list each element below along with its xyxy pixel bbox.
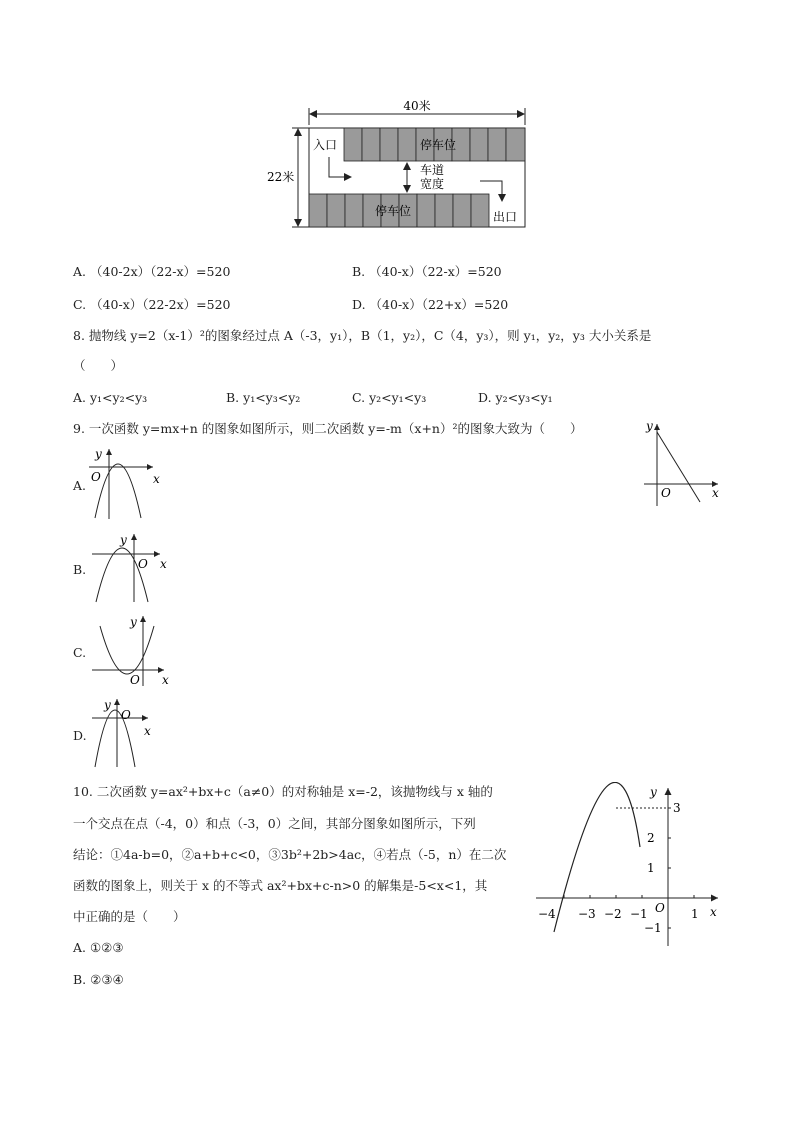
svg-text:O: O <box>130 673 140 687</box>
svg-text:3: 3 <box>673 801 681 815</box>
q8-option-b[interactable]: B. y₁<y₃<y₂ <box>226 390 301 405</box>
parking-lot-figure <box>255 95 545 235</box>
q10-line-5: 中正确的是（ ） <box>73 909 186 924</box>
lane-label-1: 车道 <box>420 163 445 177</box>
svg-text:x: x <box>160 557 167 571</box>
q8-stem: 8. 抛物线 y=2（x-1）²的图象经过点 A（-3，y₁），B（1，y₂），C（4，y₃），则 y₁，y₂，y₃ 大小关系是 <box>73 328 652 343</box>
svg-text:2: 2 <box>647 831 655 845</box>
q8-blank: （ ） <box>73 358 124 373</box>
q10-option-a[interactable]: A. ①②③ <box>73 940 124 955</box>
q10-origin-label: O <box>655 901 665 915</box>
q8-option-d[interactable]: D. y₂<y₃<y₁ <box>478 390 553 405</box>
width-label: 40米 <box>403 99 431 113</box>
q9-option-a-letter[interactable]: A. <box>73 478 87 493</box>
q8-option-c[interactable]: C. y₂<y₁<y₃ <box>352 390 427 405</box>
q9-option-a-graph[interactable] <box>85 445 165 520</box>
q10-y-axis-label: y <box>650 785 657 799</box>
svg-text:−2: −2 <box>604 907 622 921</box>
svg-text:O: O <box>121 708 131 722</box>
svg-text:−3: −3 <box>578 907 596 921</box>
entrance-label: 入口 <box>313 138 338 152</box>
q9-option-d-graph[interactable] <box>88 697 168 769</box>
q9-option-c-graph[interactable] <box>88 612 178 690</box>
svg-text:1: 1 <box>691 907 699 921</box>
q9-option-b-graph[interactable] <box>88 530 173 605</box>
q9-linear-x-label: x <box>712 486 719 500</box>
q9-linear-y-label: y <box>646 419 653 433</box>
lane-label-2: 宽度 <box>420 177 445 191</box>
svg-text:−1: −1 <box>644 921 662 935</box>
bottom-parking-label: 停车位 <box>374 204 412 218</box>
svg-text:y: y <box>104 698 111 712</box>
svg-text:−4: −4 <box>538 907 556 921</box>
svg-text:y: y <box>95 447 102 461</box>
q10-line-4: 函数的图象上，则关于 x 的不等式 ax²+bx+c-n>0 的解集是-5<x<1，其 <box>73 878 488 893</box>
q9-option-d-letter[interactable]: D. <box>73 728 87 743</box>
height-label: 22米 <box>267 170 295 184</box>
svg-text:y: y <box>130 615 137 629</box>
svg-text:−1: −1 <box>630 907 648 921</box>
top-parking-label: 停车位 <box>419 138 457 152</box>
q10-line-3: 结论：①4a-b=0，②a+b+c<0，③3b²+2b>4ac，④若点（-5，n）在二次 <box>73 847 507 862</box>
q9-linear-origin: O <box>661 486 671 500</box>
q10-line-2: 一个交点在点（-4，0）和点（-3，0）之间，其部分图象如图所示，下列 <box>73 816 476 831</box>
svg-text:O: O <box>91 470 101 484</box>
q8-option-a[interactable]: A. y₁<y₂<y₃ <box>73 390 148 405</box>
exit-label: 出口 <box>493 210 518 224</box>
q10-line-1: 10. 二次函数 y=ax²+bx+c（a≠0）的对称轴是 x=-2，该抛物线与 x 轴的 <box>73 784 493 799</box>
q10-option-b[interactable]: B. ②③④ <box>73 972 124 987</box>
q9-stem: 9. 一次函数 y=mx+n 的图象如图所示，则二次函数 y=-m（x+n）²的图象大致为（ ） <box>73 421 583 436</box>
q9-linear-graph <box>640 418 725 508</box>
svg-text:x: x <box>153 472 160 486</box>
svg-text:O: O <box>138 557 148 571</box>
q7-option-d[interactable]: D. （40-x）（22+x）=520 <box>352 297 509 312</box>
q9-option-b-letter[interactable]: B. <box>73 562 87 577</box>
svg-text:x: x <box>162 673 169 687</box>
q7-option-c[interactable]: C. （40-x）（22-2x）=520 <box>73 297 231 312</box>
q10-parabola-graph <box>530 782 730 952</box>
svg-text:y: y <box>120 533 127 547</box>
q9-option-c-letter[interactable]: C. <box>73 645 87 660</box>
q10-x-axis-label: x <box>710 905 717 919</box>
q7-option-a[interactable]: A. （40-2x）（22-x）=520 <box>73 264 231 279</box>
svg-text:1: 1 <box>647 861 655 875</box>
q7-option-b[interactable]: B. （40-x）（22-x）=520 <box>352 264 502 279</box>
svg-text:x: x <box>144 724 151 738</box>
